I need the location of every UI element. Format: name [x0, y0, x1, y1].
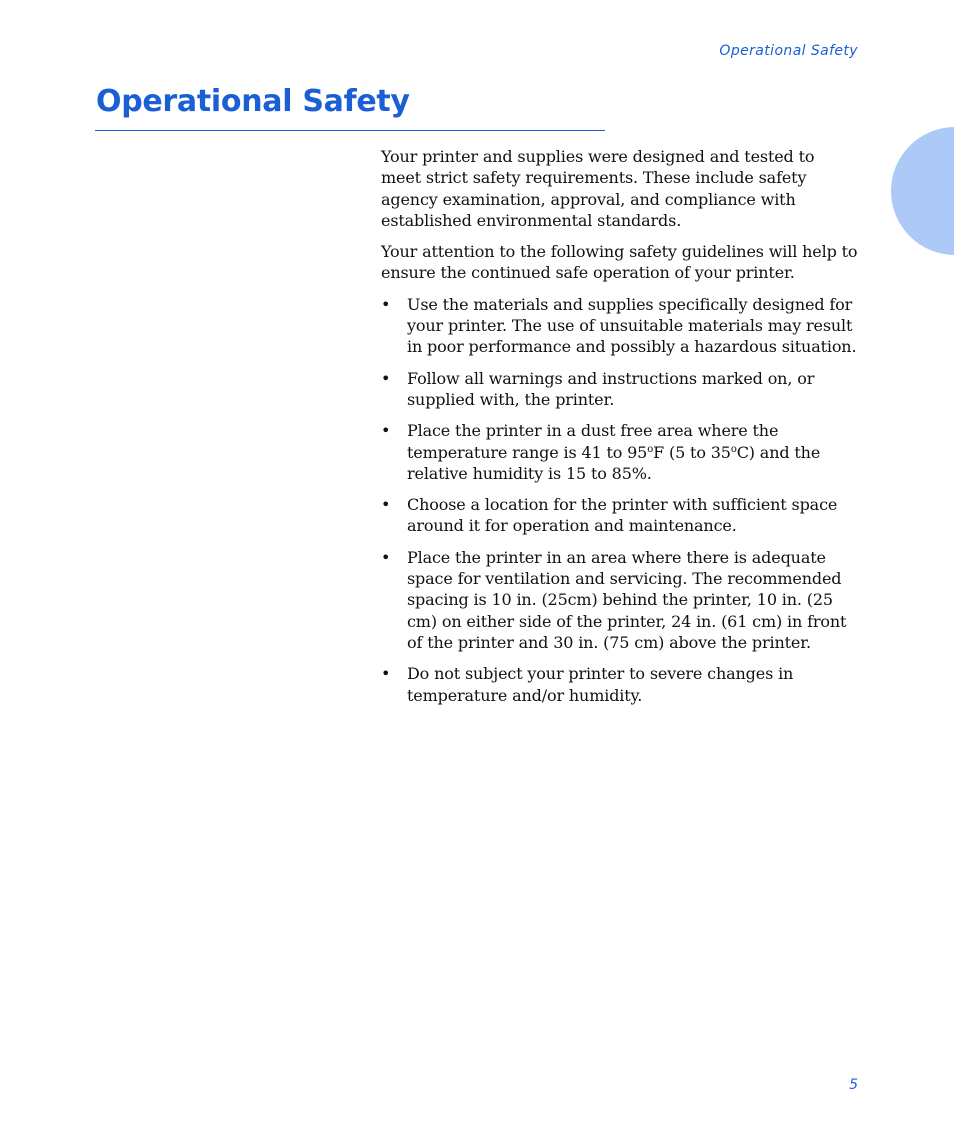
text-segment: F (5 to 35	[653, 442, 731, 462]
list-item	[381, 663, 859, 706]
text-segment: C) and the relative humidity is 15 to 85%.	[407, 442, 821, 483]
bullet-icon: •	[381, 664, 391, 684]
page-title: Operational Safety	[96, 84, 410, 119]
bullet-icon: •	[381, 421, 391, 441]
text-segment: Place the printer in a dust free area where the temperature range is 41 to 95	[407, 421, 779, 462]
intro-paragraph: Your attention to the following safety guidelines will help to ensure the continued safe operation of your printer.	[381, 242, 858, 283]
degree-superscript: o	[730, 443, 737, 455]
bullet-icon: •	[381, 495, 391, 515]
section-tab-marker	[891, 127, 954, 255]
list-item-text: Do not subject your printer to severe changes in temperature and/or humidity.	[407, 664, 794, 705]
bullet-icon: •	[381, 368, 391, 388]
list-item	[381, 494, 859, 537]
list-item-text: Choose a location for the printer with sufficient space around it for operation and maintenance.	[407, 495, 838, 536]
list-item	[381, 368, 859, 411]
bullet-icon: •	[381, 294, 391, 314]
degree-superscript: o	[647, 443, 654, 455]
bullet-icon: •	[381, 547, 391, 567]
list-item-text: Use the materials and supplies specifically designed for your printer. The use of unsuitable materials may result in poor performance and possibly a hazardous situation.	[407, 294, 857, 357]
body-column	[381, 146, 859, 716]
title-underline-rule	[95, 130, 605, 131]
list-item	[381, 420, 859, 484]
list-item-text: Place the printer in an area where there is adequate space for ventilation and servicing. The recommended spacing is 10 in. (25cm) behind the printer, 10 in. (25 cm) on either side of the printer, 24 in. (61 cm) in front of the printer and 30 in. (75 cm) above the printer.	[407, 547, 847, 652]
list-item	[381, 294, 859, 358]
running-header: Operational Safety	[719, 43, 858, 59]
list-item	[381, 547, 859, 653]
list-item-text: Follow all warnings and instructions marked on, or supplied with, the printer.	[407, 368, 815, 409]
safety-guidelines-list	[381, 294, 859, 706]
intro-paragraph: Your printer and supplies were designed and tested to meet strict safety requirements. These include safety agency examination, approval, and compliance with established environmental standards.	[381, 147, 815, 230]
list-item-text	[407, 421, 820, 483]
page-number: 5	[849, 1077, 858, 1093]
